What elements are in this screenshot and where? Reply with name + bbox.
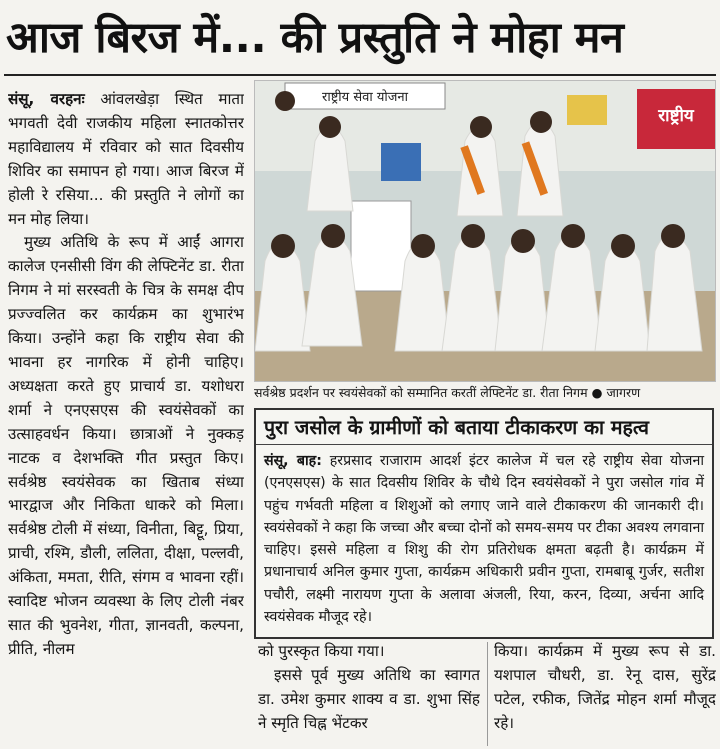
photo-caption: सर्वश्रेष्ठ प्रदर्शन पर स्वयंसेवकों को सम्मानित करतीं लेफ्टिनेंट डा. रीता निगम ● जागरण [254, 385, 641, 400]
continuation-para-final: किया। कार्यक्रम में मुख्य रूप से डा. यशपाल चौधरी, डा. रेनू दास, सुरेंद्र पटेल, रफीक, जितेंद्र मोहन शर्मा मौजूद रहे। [494, 642, 716, 732]
photo-illustration [255, 81, 715, 381]
boxed-article-title: पुरा जसोल के ग्रामीणों को बताया टीकाकरण का महत्व [256, 410, 712, 445]
main-dateline: संसू, वरहनः [8, 90, 85, 108]
main-article-para-1: संसू, वरहनः आंवलखेड़ा स्थित माता भगवती देवी राजकीय महिला स्नातकोत्तर महाविद्यालय में रविवार को सात दिवसीय शिविर का समापन हो गया। आज बिरज में होली रे रसिया... की प्रस्तुति ने लोगों का मन मोह लिया। [8, 90, 244, 228]
main-article-continuation-b [258, 640, 480, 746]
photo-side-banner: राष्ट्रीय [658, 106, 694, 126]
headline-rule [4, 74, 716, 76]
news-photo [254, 80, 716, 382]
column-divider [487, 642, 488, 746]
main-article-para-2: मुख्य अतिथि के रूप में आईं आगरा कालेज एनसीसी विंग की लेफ्टिनेंट डा. रीता निगम ने मां सरस्वती के चित्र के समक्ष दीप प्रज्ज्वलित कर कार्यक्रम का शुभारंभ किया। उन्होंने कहा कि राष्ट्रीय सेवा की भावना हर नागरिक में होनी चाहिए।अध्यक्षता करते हुए प्राचार्य डा. यशोधरा शर्मा ने एनएसएस की स्वयंसेवकों का उत्साहवर्धन किया। छात्राओं ने नुक्कड़ नाटक व देशभक्ति गीत प्रस्तुत किए। सर्वश्रेष्ठ स्वयंसेवक का खिताब संध्या भारद्वाज और निकिता धाकरे को मिला। सर्वश्रेष्ठ टोली में संध्या, विनीता, बिट्टू, प्रिया, प्राची, रश्मि, डौली, ललिता, दीक्षा, पल्लवी, अंकिता, ममता, रीति, संगम व भावना रहीं। स्वादिष्ट भोजन व्यवस्था के लिए टोली नंबर सात की भुवनेश, गीता, ज्ञानवती, कल्पना, प्रीति, नीलम [8, 233, 244, 658]
main-article-column [8, 88, 244, 744]
continuation-line: को पुरस्कृत किया गया। [258, 642, 385, 660]
boxed-dateline: संसू, बाह: [264, 453, 322, 469]
boxed-article-body: संसू, बाह: हरप्रसाद राजाराम आदर्श इंटर कालेज में चल रहे राष्ट्रीय सेवा योजना (एनएसएस) के सात दिवसीय शिविर के चौथे दिन स्वयंसेवकों ने पुरा जसोल गांव में पहुंच गर्भवती महिला व शिशुओं को लगाए जाने वाले टीकाकरण की जानकारी दी। स्वयंसेवकों ने कहा कि जच्चा और बच्चा दोनों को समय-समय पर टीका अवश्य लगवाना चाहिए। इससे महिला व शिशु की रोग प्रतिरोधक क्षमता बढ़ती है। कार्यक्रम में प्रधानाचार्य अनिल कुमार गुप्ता, कार्यक्रम अधिकारी प्रवीन गुप्ता, रामबाबू गुर्जर, सतीश पचौरी, लक्ष्मी नारायण गुप्ता के अलावा अंजली, रिया, करन, दिव्या, अर्चना आदि स्वयंसेवक मौजूद रहे। [264, 453, 705, 626]
caption-bullet-icon: ● [591, 385, 603, 400]
main-article-continuation-c [494, 640, 716, 746]
page-headline: आज बिरज में... की प्रस्तुति ने मोहा मन [6, 13, 624, 63]
continuation-para: इससे पूर्व मुख्य अतिथि का स्वागत डा. उमेश कुमार शाक्य व डा. शुभा सिंह ने स्मृति चिह्न भेंटकर [258, 665, 480, 732]
photo-banner-text: राष्ट्रीय सेवा योजना [322, 90, 408, 105]
photo-source: जागरण [606, 385, 641, 400]
boxed-article [254, 408, 714, 639]
